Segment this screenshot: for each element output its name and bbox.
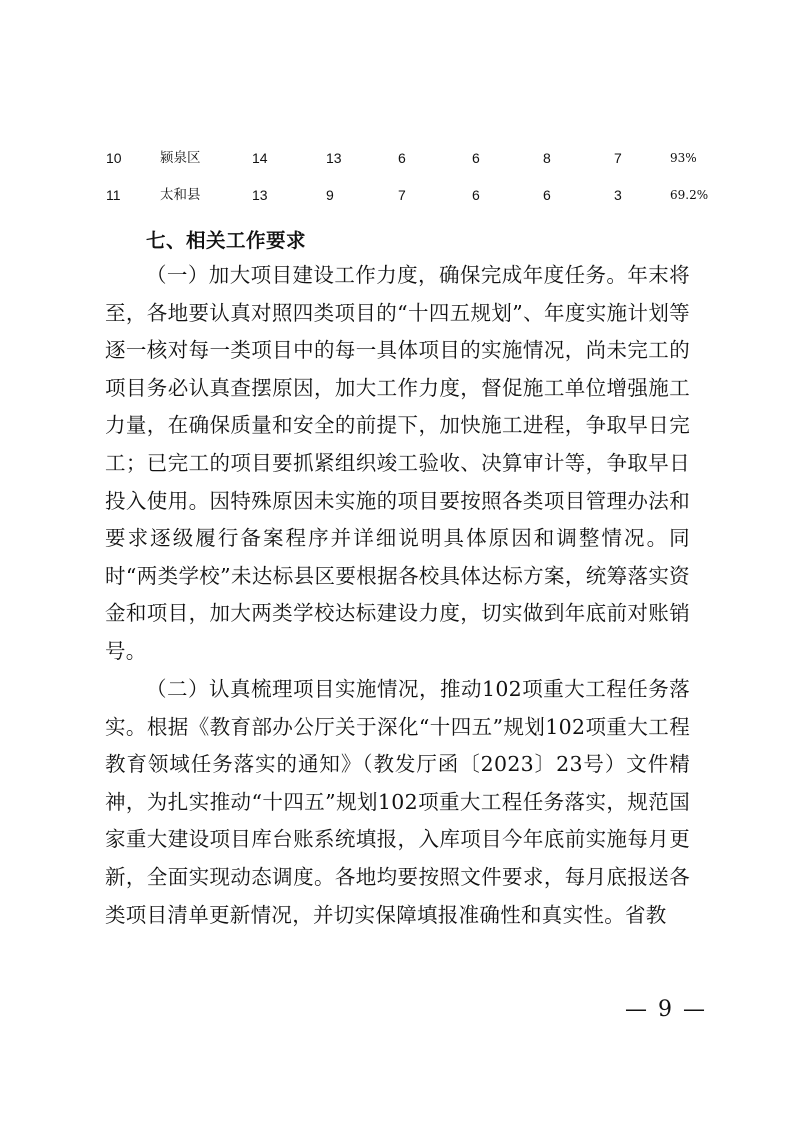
- table-cell: 6: [472, 150, 480, 166]
- section-heading: 七、相关工作要求: [146, 229, 307, 252]
- table-cell: 7: [398, 187, 406, 203]
- table-cell: 14: [252, 150, 268, 166]
- district-name: 颍泉区: [160, 150, 201, 166]
- body-paragraph: （一）加大项目建设工作力度，确保完成年度任务。年末将至，各地要认真对照四类项目的“十四五规划”、年度实施计划等逐一核对每一类项目中的每一具体项目的实施情况，尚未完工的项目务必认真查摆原因，加大工作力度，督促施工单位增强施工力量，在确保质量和安全的前提下，加快施工进程，争取早日完工；已完工的项目要抓紧组织竣工验收、决算审计等，争取早日投入使用。因特殊原因未实施的项目要按照各类项目管理办法和要求逐级履行备案程序并详细说明具体原因和调整情况。同时“两类学校”未达标县区要根据各校具体达标方案，统筹落实资金和项目，加大两类学校达标建设力度，切实做到年底前对账销号。: [105, 263, 690, 663]
- table-cell: 9: [326, 187, 334, 203]
- table-cell: 13: [252, 187, 268, 203]
- completion-rate: 93%: [670, 151, 697, 165]
- table-cell: 6: [543, 187, 551, 203]
- table-cell: 7: [614, 150, 622, 166]
- table-row: [0, 146, 794, 170]
- row-number: 10: [106, 150, 122, 166]
- table-row: [0, 183, 794, 207]
- district-name: 太和县: [160, 187, 201, 203]
- page-number: — 9 —: [625, 997, 707, 1022]
- table-cell: 6: [472, 187, 480, 203]
- body-paragraph: （二）认真梳理项目实施情况，推动102项重大工程任务落实。根据《教育部办公厅关于深化“十四五”规划102项重大工程教育领域任务落实的通知》（教发厅函〔2023〕23号）文件精神，为扎实推动“十四五”规划102项重大工程任务落实，规范国家重大建设项目库台账系统填报，入库项目今年底前实施每月更新，全面实现动态调度。各地均要按照文件要求，每月底报送各类项目清单更新情况，并切实保障填报准确性和真实性。省教: [105, 677, 690, 927]
- completion-rate: 69.2%: [670, 188, 709, 202]
- table-cell: 3: [614, 187, 622, 203]
- table-cell: 8: [543, 150, 551, 166]
- row-number: 11: [106, 187, 121, 203]
- table-cell: 6: [398, 150, 406, 166]
- table-cell: 13: [326, 150, 342, 166]
